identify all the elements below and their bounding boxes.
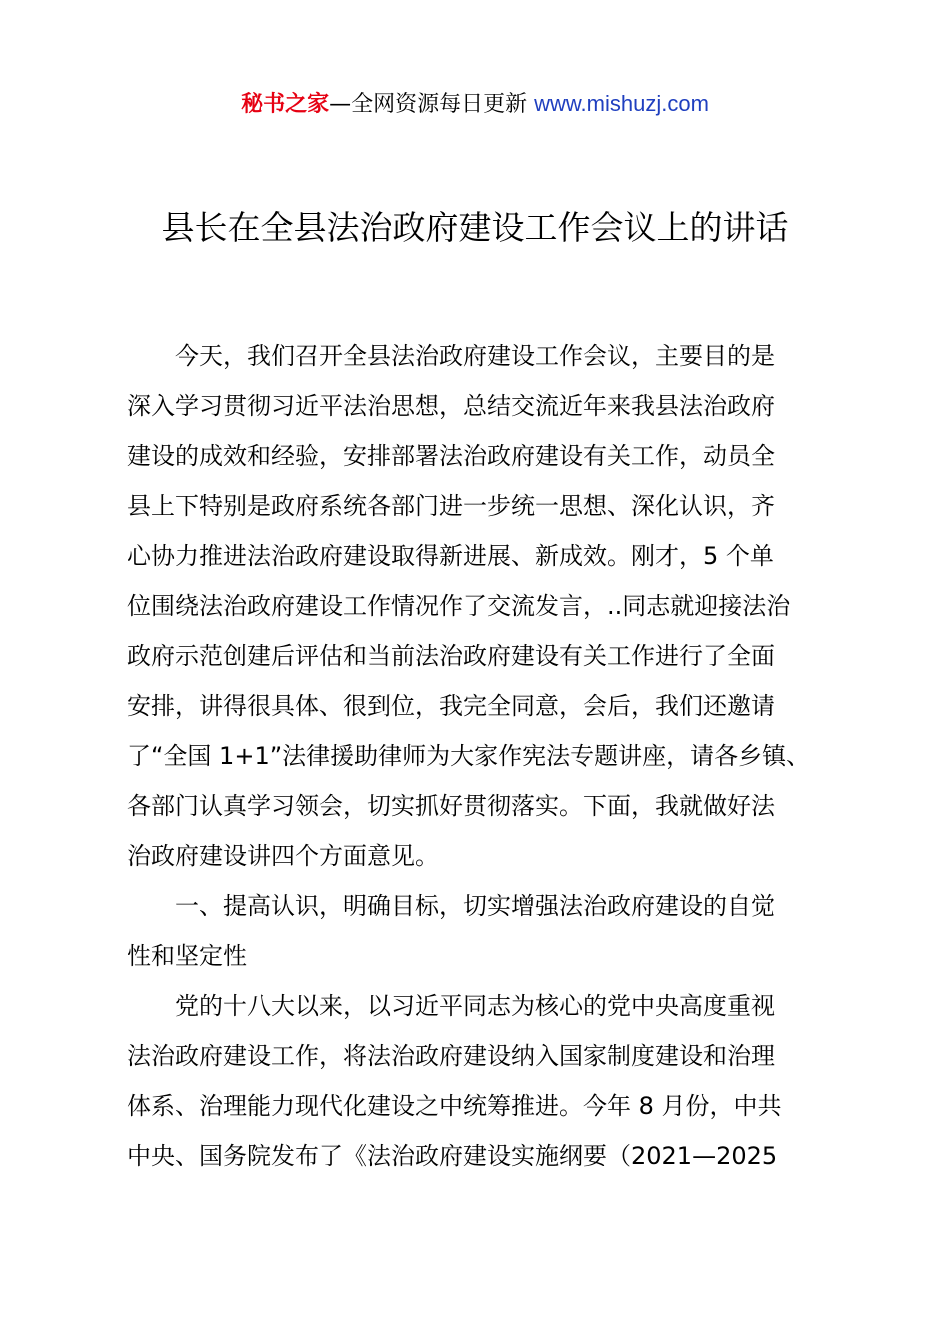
site-tagline: —全网资源每日更新 [329, 92, 535, 117]
heading-line: 性和坚定性 [127, 942, 247, 970]
text-line: 政府示范创建后评估和当前法治政府建设有关工作进行了全面 [127, 642, 775, 670]
text-line: 深入学习贯彻习近平法治思想，总结交流近年来我县法治政府 [127, 392, 775, 420]
text-line: 安排，讲得很具体、很到位，我完全同意，会后，我们还邀请 [127, 692, 775, 720]
paragraph-intro [127, 331, 832, 881]
text-line: 位围绕法治政府建设工作情况作了交流发言，..同志就迎接法治 [127, 592, 791, 620]
text-line: 建设的成效和经验，安排部署法治政府建设有关工作，动员全 [127, 442, 775, 470]
site-url-link[interactable]: www.mishuzj.com [534, 91, 709, 116]
text-line: 了“全国 1+1”法律援助律师为大家作宪法专题讲座，请各乡镇、 [127, 742, 811, 770]
text-line: 今天，我们召开全县法治政府建设工作会议，主要目的是 [175, 342, 775, 370]
site-brand: 秘书之家 [241, 92, 330, 117]
paragraph-section-1 [127, 981, 832, 1181]
site-header [0, 88, 950, 121]
text-line: 县上下特别是政府系统各部门进一步统一思想、深化认识，齐 [127, 492, 775, 520]
text-line: 中央、国务院发布了《法治政府建设实施纲要（2021—2025 [127, 1142, 778, 1170]
text-line: 心协力推进法治政府建设取得新进展、新成效。刚才，5 个单 [127, 542, 774, 570]
section-heading-1 [127, 881, 832, 981]
text-line: 法治政府建设工作，将法治政府建设纳入国家制度建设和治理 [127, 1042, 775, 1070]
text-line: 各部门认真学习领会，切实抓好贯彻落实。下面，我就做好法 [127, 792, 775, 820]
text-line: 党的十八大以来，以习近平同志为核心的党中央高度重视 [175, 992, 775, 1020]
text-line: 体系、治理能力现代化建设之中统筹推进。今年 8 月份，中共 [127, 1092, 782, 1120]
heading-line: 一、提高认识，明确目标，切实增强法治政府建设的自觉 [175, 892, 775, 920]
document-body [127, 331, 832, 1181]
document-title: 县长在全县法治政府建设工作会议上的讲话 [161, 208, 789, 247]
text-line: 治政府建设讲四个方面意见。 [127, 842, 439, 870]
